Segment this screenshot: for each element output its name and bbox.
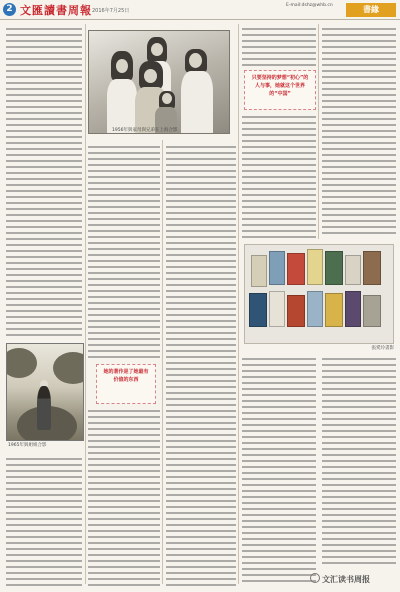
- column-rule: [85, 24, 86, 584]
- article-column-1: [6, 26, 82, 338]
- family-photo: [88, 30, 230, 134]
- article-column-3b: [242, 114, 316, 238]
- article-column-3a: [242, 26, 316, 68]
- column-rule: [162, 140, 163, 584]
- family-photo-caption: 1956年與家母與兄弟在上海合影: [112, 128, 178, 133]
- pull-quote-middle: 她的著作是了她最有价值的东西: [96, 364, 156, 404]
- page-header: [0, 0, 400, 20]
- book-covers-photo: [244, 244, 394, 344]
- article-column-1b: [6, 456, 82, 586]
- article-column-2b: [88, 408, 160, 586]
- column-rule: [238, 24, 239, 584]
- article-column-2c: [166, 144, 236, 586]
- article-column-4: [322, 26, 396, 238]
- park-photo-caption: 1965年與姐姐合影: [8, 443, 47, 448]
- article-column-4b: [322, 356, 396, 568]
- pull-quote-right: 只要坚持的梦想“初心”的人与事，她就这个世界的“中国”: [244, 70, 316, 110]
- book-photo-caption: 張愛玲書影: [371, 346, 394, 351]
- watermark: 文汇读书周报: [322, 575, 370, 584]
- article-column-2a: [88, 144, 160, 359]
- issue-date: 2016年7月25日: [92, 8, 130, 14]
- park-photo: [6, 343, 84, 441]
- article-column-3c: [242, 356, 316, 586]
- header-meta: E-mail:dshz@whb.cn: [286, 3, 333, 8]
- column-rule: [318, 24, 319, 239]
- page-number: 2: [3, 3, 16, 16]
- watermark-icon: [310, 573, 320, 583]
- masthead: 文匯讀書周報: [20, 4, 92, 17]
- section-tag: 書緣: [346, 3, 396, 17]
